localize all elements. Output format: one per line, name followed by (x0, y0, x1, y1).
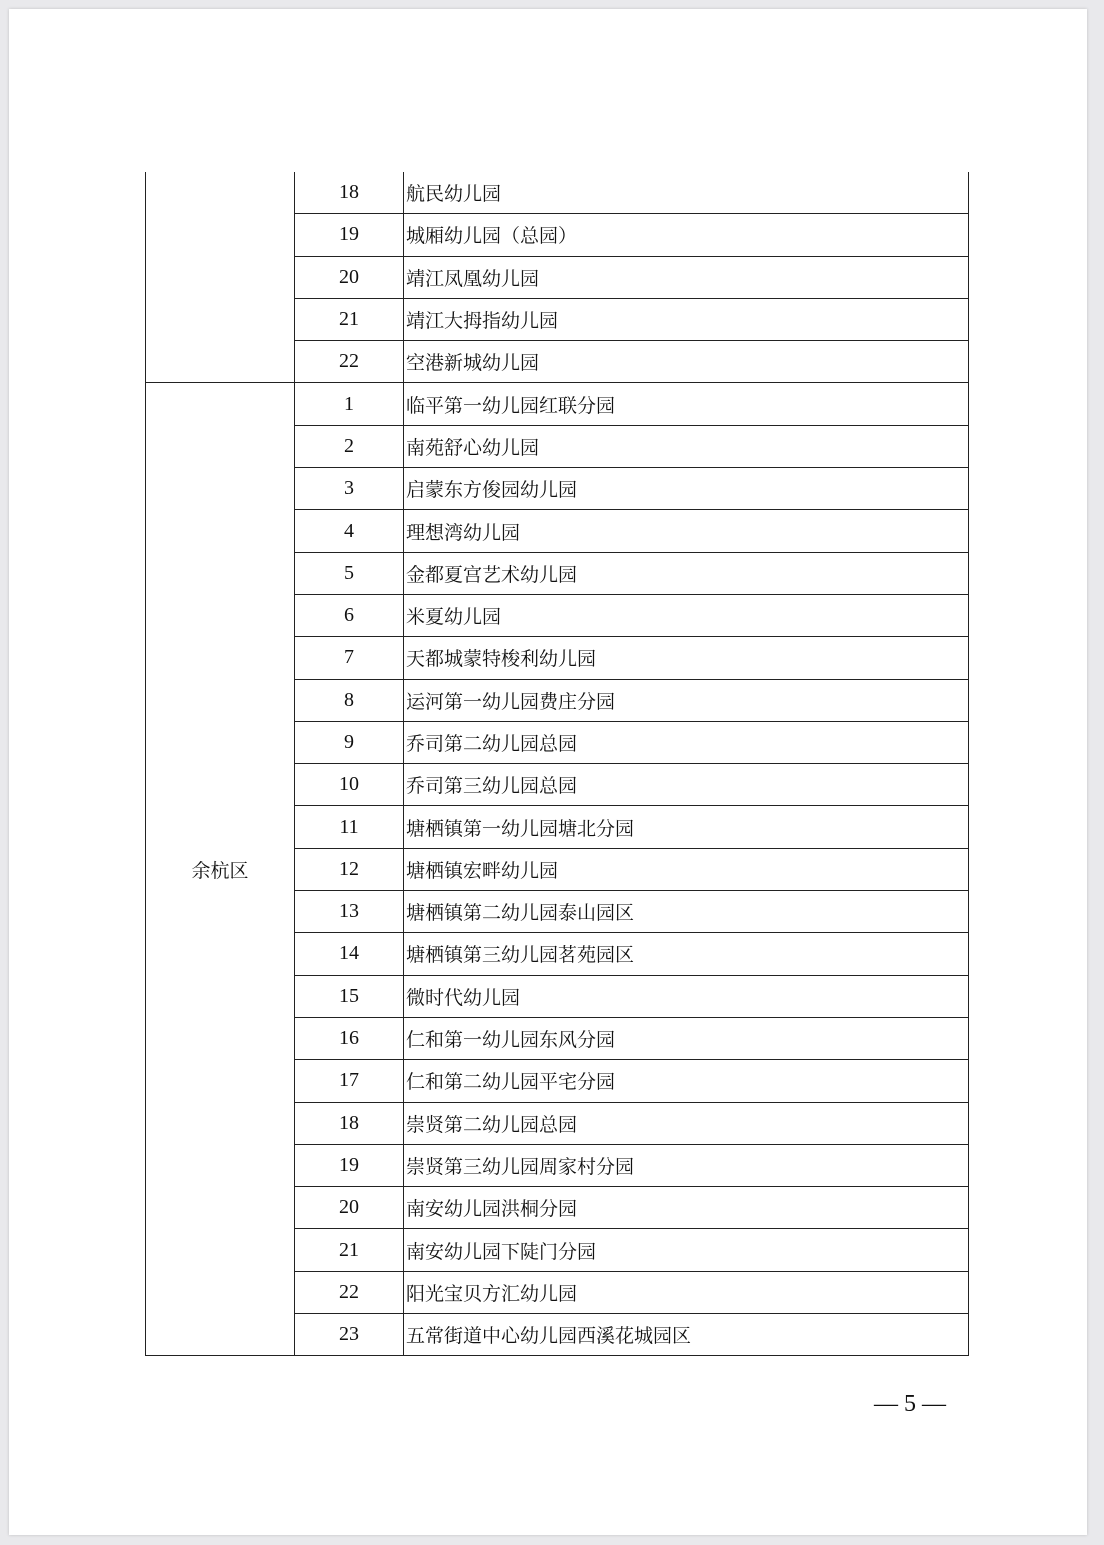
kindergarten-table-body (146, 172, 969, 1356)
kindergarten-name-cell: 靖江凤凰幼儿园 (404, 256, 969, 298)
kindergarten-name-cell: 崇贤第三幼儿园周家村分园 (404, 1144, 969, 1186)
row-number-cell: 21 (295, 1229, 404, 1271)
kindergarten-name-cell: 仁和第一幼儿园东风分园 (404, 1017, 969, 1059)
row-number-cell: 8 (295, 679, 404, 721)
kindergarten-name-cell: 南苑舒心幼儿园 (404, 425, 969, 467)
document-page (9, 9, 1087, 1535)
row-number-cell: 16 (295, 1017, 404, 1059)
kindergarten-name-cell: 启蒙东方俊园幼儿园 (404, 468, 969, 510)
kindergarten-name-cell: 空港新城幼儿园 (404, 341, 969, 383)
kindergarten-name-cell: 五常街道中心幼儿园西溪花城园区 (404, 1314, 969, 1356)
row-number-cell: 17 (295, 1060, 404, 1102)
row-number-cell: 19 (295, 214, 404, 256)
kindergarten-name-cell: 城厢幼儿园（总园） (404, 214, 969, 256)
kindergarten-name-cell: 天都城蒙特梭利幼儿园 (404, 637, 969, 679)
row-number-cell: 9 (295, 721, 404, 763)
district-cell (146, 172, 295, 383)
row-number-cell: 20 (295, 1187, 404, 1229)
kindergarten-name-cell: 乔司第二幼儿园总园 (404, 721, 969, 763)
row-number-cell: 13 (295, 891, 404, 933)
table-row (146, 383, 969, 425)
kindergarten-table (145, 172, 969, 1356)
kindergarten-name-cell: 理想湾幼儿园 (404, 510, 969, 552)
row-number-cell: 6 (295, 594, 404, 636)
kindergarten-name-cell: 仁和第二幼儿园平宅分园 (404, 1060, 969, 1102)
kindergarten-name-cell: 南安幼儿园下陡门分园 (404, 1229, 969, 1271)
row-number-cell: 22 (295, 341, 404, 383)
row-number-cell: 18 (295, 172, 404, 214)
row-number-cell: 4 (295, 510, 404, 552)
kindergarten-name-cell: 塘栖镇宏畔幼儿园 (404, 848, 969, 890)
row-number-cell: 18 (295, 1102, 404, 1144)
kindergarten-name-cell: 塘栖镇第一幼儿园塘北分园 (404, 806, 969, 848)
row-number-cell: 2 (295, 425, 404, 467)
kindergarten-name-cell: 南安幼儿园洪桐分园 (404, 1187, 969, 1229)
row-number-cell: 7 (295, 637, 404, 679)
table-row (146, 172, 969, 214)
row-number-cell: 11 (295, 806, 404, 848)
row-number-cell: 22 (295, 1271, 404, 1313)
kindergarten-name-cell: 航民幼儿园 (404, 172, 969, 214)
row-number-cell: 12 (295, 848, 404, 890)
kindergarten-name-cell: 阳光宝贝方汇幼儿园 (404, 1271, 969, 1313)
page-number: — 5 — (874, 1391, 946, 1417)
district-cell: 余杭区 (146, 383, 295, 1356)
kindergarten-name-cell: 运河第一幼儿园费庄分园 (404, 679, 969, 721)
row-number-cell: 15 (295, 975, 404, 1017)
row-number-cell: 3 (295, 468, 404, 510)
kindergarten-name-cell: 塘栖镇第二幼儿园泰山园区 (404, 891, 969, 933)
kindergarten-name-cell: 临平第一幼儿园红联分园 (404, 383, 969, 425)
kindergarten-name-cell: 米夏幼儿园 (404, 594, 969, 636)
kindergarten-name-cell: 塘栖镇第三幼儿园茗苑园区 (404, 933, 969, 975)
row-number-cell: 21 (295, 298, 404, 340)
kindergarten-name-cell: 靖江大拇指幼儿园 (404, 298, 969, 340)
row-number-cell: 23 (295, 1314, 404, 1356)
row-number-cell: 19 (295, 1144, 404, 1186)
kindergarten-name-cell: 金都夏宫艺术幼儿园 (404, 552, 969, 594)
row-number-cell: 14 (295, 933, 404, 975)
row-number-cell: 5 (295, 552, 404, 594)
kindergarten-name-cell: 乔司第三幼儿园总园 (404, 764, 969, 806)
row-number-cell: 1 (295, 383, 404, 425)
kindergarten-name-cell: 崇贤第二幼儿园总园 (404, 1102, 969, 1144)
row-number-cell: 20 (295, 256, 404, 298)
kindergarten-name-cell: 微时代幼儿园 (404, 975, 969, 1017)
row-number-cell: 10 (295, 764, 404, 806)
